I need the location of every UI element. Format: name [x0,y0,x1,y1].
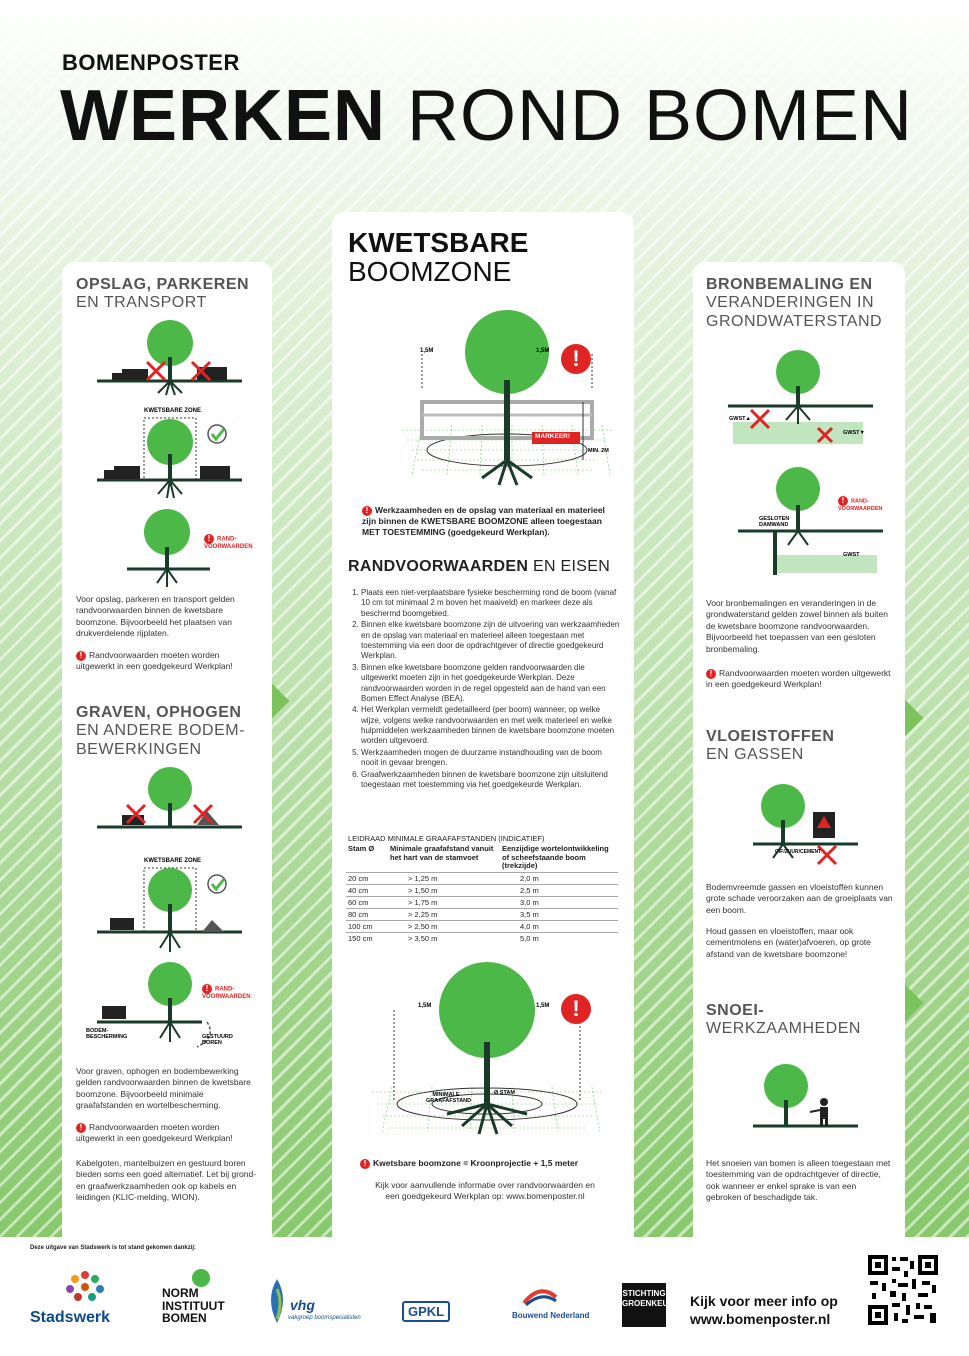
requirement-item: 1. Plaats een niet-verplaatsbare fysieke bescherming rond de boom (vanaf 10 cm tot minimaal 2 m boven het maaiveld) en markeer deze als beschermd boomgebied. [361,588,620,619]
requirement-item: 5. Werkzaamheden mogen de duurzame instandhouding van de boom nooit in gevaar brengen. [361,748,620,769]
stadswerk-logo: Stadswerk [30,1309,111,1326]
stadswerk-logo-icon [60,1267,110,1307]
requirement-item: 6. Graafwerkzaamheden binnen de kwetsbare boomzone zijn uitsluitend toegestaan met toestemming via het goedgekeurde Werkplan. [361,770,620,791]
graven-text: Voor graven, ophogen en bodembewerking gelden randvoorwaarden binnen de kwetsbare boomzone. Bijvoorbeeld minimale graafafstanden en wortelbescherming. [76,1066,251,1111]
table-title: LEIDRAAD MINIMALE GRAAFAFSTANDEN (INDICATIEF) [348,834,545,843]
table-header: Minimale graafafstand vanuit het hart van de stamvoet [390,844,494,862]
table-header-row [346,844,618,872]
section-title-vloeistoffen: VLOEISTOFFEN EN GASSEN [706,728,835,764]
groenkeur-logo: STICHTING GROENKEUR [622,1283,666,1327]
illustration-opslag-bad [92,317,252,397]
illustration-rijplaten [122,507,212,592]
illustration-kwetsbare-zone [402,310,612,490]
requirement-item: 4. Het Werkplan vermeldt gedetailleerd (per boom) wanneer, op welke wijze, volgens welke randvoorwaarden en met welk materieel en welke hulpmiddelen werkzaamheden binnen de kwetsbare boomzone moeten worden uitgevoerd. [361,705,620,747]
section-title-graven: GRAVEN, OPHOGEN EN ANDERE BODEM-BEWERKINGEN [76,704,245,758]
bronbemaling-warning: ! Randvoorwaarden moeten worden uitgewerkt in een goedgekeurd Werkplan! [706,668,891,690]
requirements-list [348,588,620,791]
qr-code-icon[interactable] [866,1253,940,1327]
right-column [693,262,905,1237]
rand-label: ! RAND-VOORWAARDEN [204,534,253,550]
illustration-graven-good [92,864,252,956]
gwst-b: GWST▼ [843,430,865,436]
opslag-warning: ! Randvoorwaarden moeten worden uitgewerkt in een goedgekeurd Werkplan! [76,650,233,672]
gpkl-logo: GPKL [402,1301,450,1322]
illustration-damwand [733,467,893,577]
requirements-title: RANDVOORWAARDEN EN EISEN [348,558,611,575]
zone-label: KWETSBARE ZONE [144,408,201,414]
damwand-label: GESLOTEN DAMWAND [759,516,790,529]
illustration-snoei [748,1062,868,1142]
alert-icon: ! [362,506,372,516]
norm-instituut-logo: NORM INSTITUUT BOMEN [162,1286,225,1326]
more-info-text: Kijk voor aanvullende informatie over randvoorwaarden en een goedgekeurd Werkplan op: www.bomenposter.nl [375,1180,595,1202]
requirement-item: 3. Binnen elke kwetsbare boomzone gelden randvoorwaarden die uitgewerkt moeten zijn in het goedgekeurde Werkplan. Deze randvoorwaarden worden in de regel opgesteld aan de hand van een Bomen Effect Analyse (BEA). [361,663,620,705]
gestuurd-label: GESTUURD BOREN [202,1034,233,1046]
gif-label: GIF/ZUUR/CEMENT [775,849,822,855]
section-title-snoei: SNOEI- WERKZAAMHEDEN [706,1002,861,1038]
min-height-label: MIN. 2M [588,448,609,454]
title-bold: WERKEN [60,76,386,156]
min-graaf-label: MINIMALE GRAAFAFSTAND [426,1092,472,1105]
bouwend-logo-icon [520,1287,560,1307]
cta-line2[interactable]: www.bomenposter.nl [690,1311,831,1327]
poster-title [60,76,914,156]
footer [0,1237,969,1356]
illustration-graafafstand [372,962,602,1157]
poster-label: BOMENPOSTER [62,50,240,75]
graafafstand-table [346,844,618,944]
graven-text2: Kabelgoten, mantelbuizen en gestuurd boren bieden soms een goed alternatief. Let bij grond- en graafwerkzaamheden ook op kabels en leidingen (KLIC-melding, WION). [76,1158,257,1203]
alert-icon-large: ! [561,344,591,374]
title-light: ROND BOMEN [407,76,914,156]
dim-left: 1,5M [420,348,434,354]
dim2-right: 1,5M [536,1003,550,1009]
section-title-bronbemaling: BRONBEMALING EN VERANDERINGEN IN GRONDWATERSTAND [706,276,883,330]
illustration-opslag-good [92,414,252,504]
kwetsbare-warning: ! Werkzaamheden en de opslag van materiaal en materieel zijn binnen de KWETSBARE BOOMZONE alleen toegestaan MET TOESTEMMING (goedgekeurd Werkplan). [362,505,605,538]
table-row: 20 cm > 1,25 m 2,0 m [346,872,618,884]
norm-logo-dot [192,1269,210,1287]
table-row: 80 cm > 2,25 m 3,5 m [346,908,618,920]
vhg-logo: vhg [290,1297,315,1313]
dim-right: 1,5M [536,348,550,354]
graven-warning: ! Randvoorwaarden moeten worden uitgewerkt in een goedgekeurd Werkplan! [76,1122,233,1144]
alert-icon: ! [706,669,716,679]
alert-icon-large: ! [561,994,591,1024]
table-row: 60 cm > 1,75 m 3,0 m [346,896,618,908]
alert-icon: ! [202,984,212,994]
table-row: 150 cm > 3,50 m 5,0 m [346,932,618,944]
vhg-subtitle: vakgroep boomspecialisten [288,1315,361,1321]
cta-line1: Kijk voor meer info op [690,1293,838,1309]
zone-label-2: KWETSBARE ZONE [144,858,201,864]
gwst-a: GWST▲ [729,416,751,422]
footer-thanks: Deze uitgave van Stadswerk is tot stand gekomen dankzij: [30,1245,197,1251]
section-title-opslag: OPSLAG, PARKEREN EN TRANSPORT [76,276,250,312]
center-title: KWETSBARE BOOMZONE [348,227,529,288]
bodem-label: BODEM-BESCHERMING [86,1028,128,1040]
table-row: 40 cm > 1,50 m 2,5 m [346,884,618,896]
bronbemaling-text: Voor bronbemalingen en veranderingen in de grondwaterstand gelden zowel binnen als buiten de kwetsbare boomzone randvoorwaarden. Bijvoorbeeld het toepassen van een gesloten bronbemaling. [706,598,888,654]
vloeistoffen-text2: Houd gassen en vloeistoffen, maar ook cementmolens en (water)afvoeren, op grote afstand van de kwetsbare boomzone! [706,926,871,959]
snoei-text: Het snoeien van bomen is alleen toegestaan met toestemming van de opdrachtgever of directie, ook wanneer er enkel sprake is van een gebroken of beschadigde tak. [706,1158,891,1203]
table-header: Eenzijdige wortelontwikkeling of scheefstaande boom (trekzijde) [502,844,609,871]
bouwend-nederland-logo: Bouwend Nederland [512,1311,590,1320]
alert-icon: ! [76,651,86,661]
left-column [62,262,272,1237]
markeer-label: MARKEER! [535,433,571,440]
alert-icon: ! [204,534,214,544]
illustration-graven-bad [92,767,252,837]
illustration-vloeistoffen [748,782,868,872]
table-header: Stam Ø [348,844,375,853]
gwst-c: GWST [843,552,860,558]
opslag-text: Voor opslag, parkeren en transport gelden randvoorwaarden binnen de kwetsbare boomzone. Bijvoorbeeld het plaatsen van drukverdelende rijplaten. [76,594,235,639]
alert-icon: ! [360,1159,370,1169]
rand-label-3: ! RAND-VOORWAARDEN [838,496,883,512]
rand-label-2: ! RAND-VOORWAARDEN [202,984,251,1000]
stam-label: Ø STAM [494,1090,515,1096]
formula: ! Kwetsbare boomzone = Kroonprojectie + 1,5 meter [360,1158,578,1169]
vloeistoffen-text: Bodemvreemde gassen en vloeistoffen kunnen grote schade veroorzaken aan de groeiplaats van een boom. [706,882,893,915]
alert-icon: ! [76,1123,86,1133]
dim2-left: 1,5M [418,1003,432,1009]
table-row: 100 cm > 2,50 m 4,0 m [346,920,618,932]
center-column [332,212,634,1237]
requirement-item: 2. Binnen elke kwetsbare boomzone zijn de uitvoering van werkzaamheden en de opslag van materiaal en materieel alleen toegestaan met toestemming via een door de opdrachtgever of directie goedgekeurd Werkplan. [361,620,620,662]
alert-icon: ! [838,496,848,506]
